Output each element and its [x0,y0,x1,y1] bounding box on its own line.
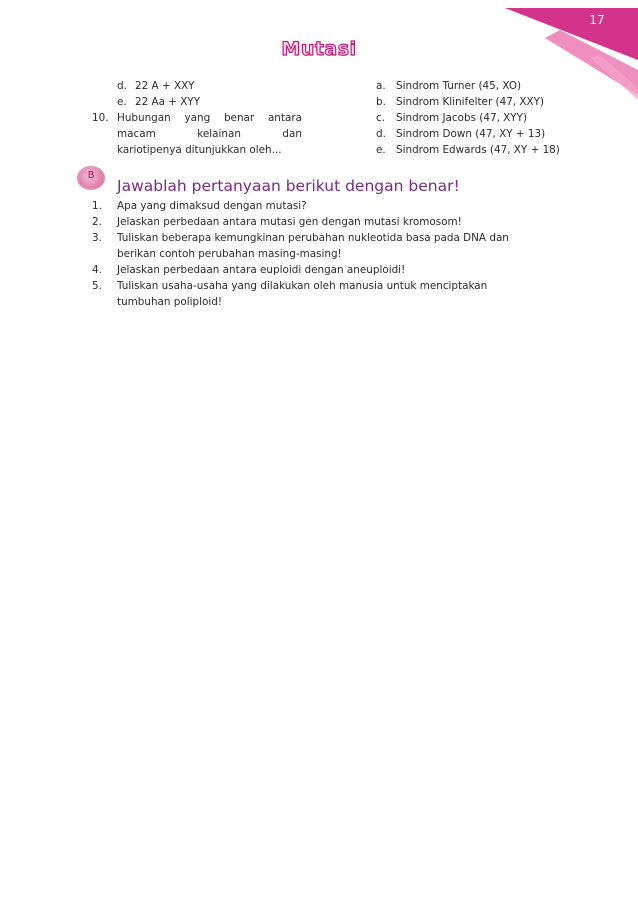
question-10-line-2 [117,127,302,141]
word: macam [117,128,156,140]
option-label: d. [117,80,127,92]
page-number: 17 [589,13,605,27]
question-number: 5. [92,280,102,292]
question-text: Jelaskan perbedaan antara euploidi dengan aneuploidi! [117,264,406,276]
question-number: 10. [92,112,109,124]
word: Hubungan [117,112,171,124]
option-text: Sindrom Klinifelter (47, XXY) [396,96,545,108]
word: yang [184,112,211,124]
question-number: 3. [92,232,102,244]
section-letter: B [87,170,95,181]
page-title: Mutasi [281,38,357,60]
question-text: tumbuhan poliploid! [117,296,223,308]
question-text: Jelaskan perbedaan antara mutasi gen dengan mutasi kromosom! [117,216,462,228]
option-label: a. [376,80,386,92]
option-text: Sindrom Edwards (47, XY + 18) [396,144,560,156]
question-text: Tuliskan usaha-usaha yang dilakukan oleh manusia untuk menciptakan [117,280,488,292]
question-text: berikan contoh perubahan masing-masing! [117,248,342,260]
option-label: c. [376,112,386,124]
option-label: e. [376,144,386,156]
question-number: 2. [92,216,102,228]
question-10-line-3: kariotipenya ditunjukkan oleh... [117,144,282,156]
option-text: 22 A + XXY [135,80,195,92]
section-b-heading: Jawablah pertanyaan berikut dengan benar! [117,177,460,195]
word: benar [223,112,255,124]
option-text: 22 Aa + XYY [135,96,201,108]
option-label: e. [117,96,127,108]
option-label: d. [376,128,386,140]
word: dan [282,128,302,140]
question-number: 1. [92,200,102,212]
word: kelainan [197,128,241,140]
option-text: Sindrom Down (47, XY + 13) [396,128,546,140]
question-text: Tuliskan beberapa kemungkinan perubahan nukleotida basa pada DNA dan [117,232,509,244]
option-text: Sindrom Turner (45, XO) [396,80,522,92]
option-text: Sindrom Jacobs (47, XYY) [396,112,528,124]
question-number: 4. [92,264,102,276]
question-10-line-1 [117,111,302,125]
word: antara [267,112,302,124]
section-b-badge [78,167,104,189]
question-text: Apa yang dimaksud dengan mutasi? [117,200,307,212]
option-label: b. [376,96,386,108]
